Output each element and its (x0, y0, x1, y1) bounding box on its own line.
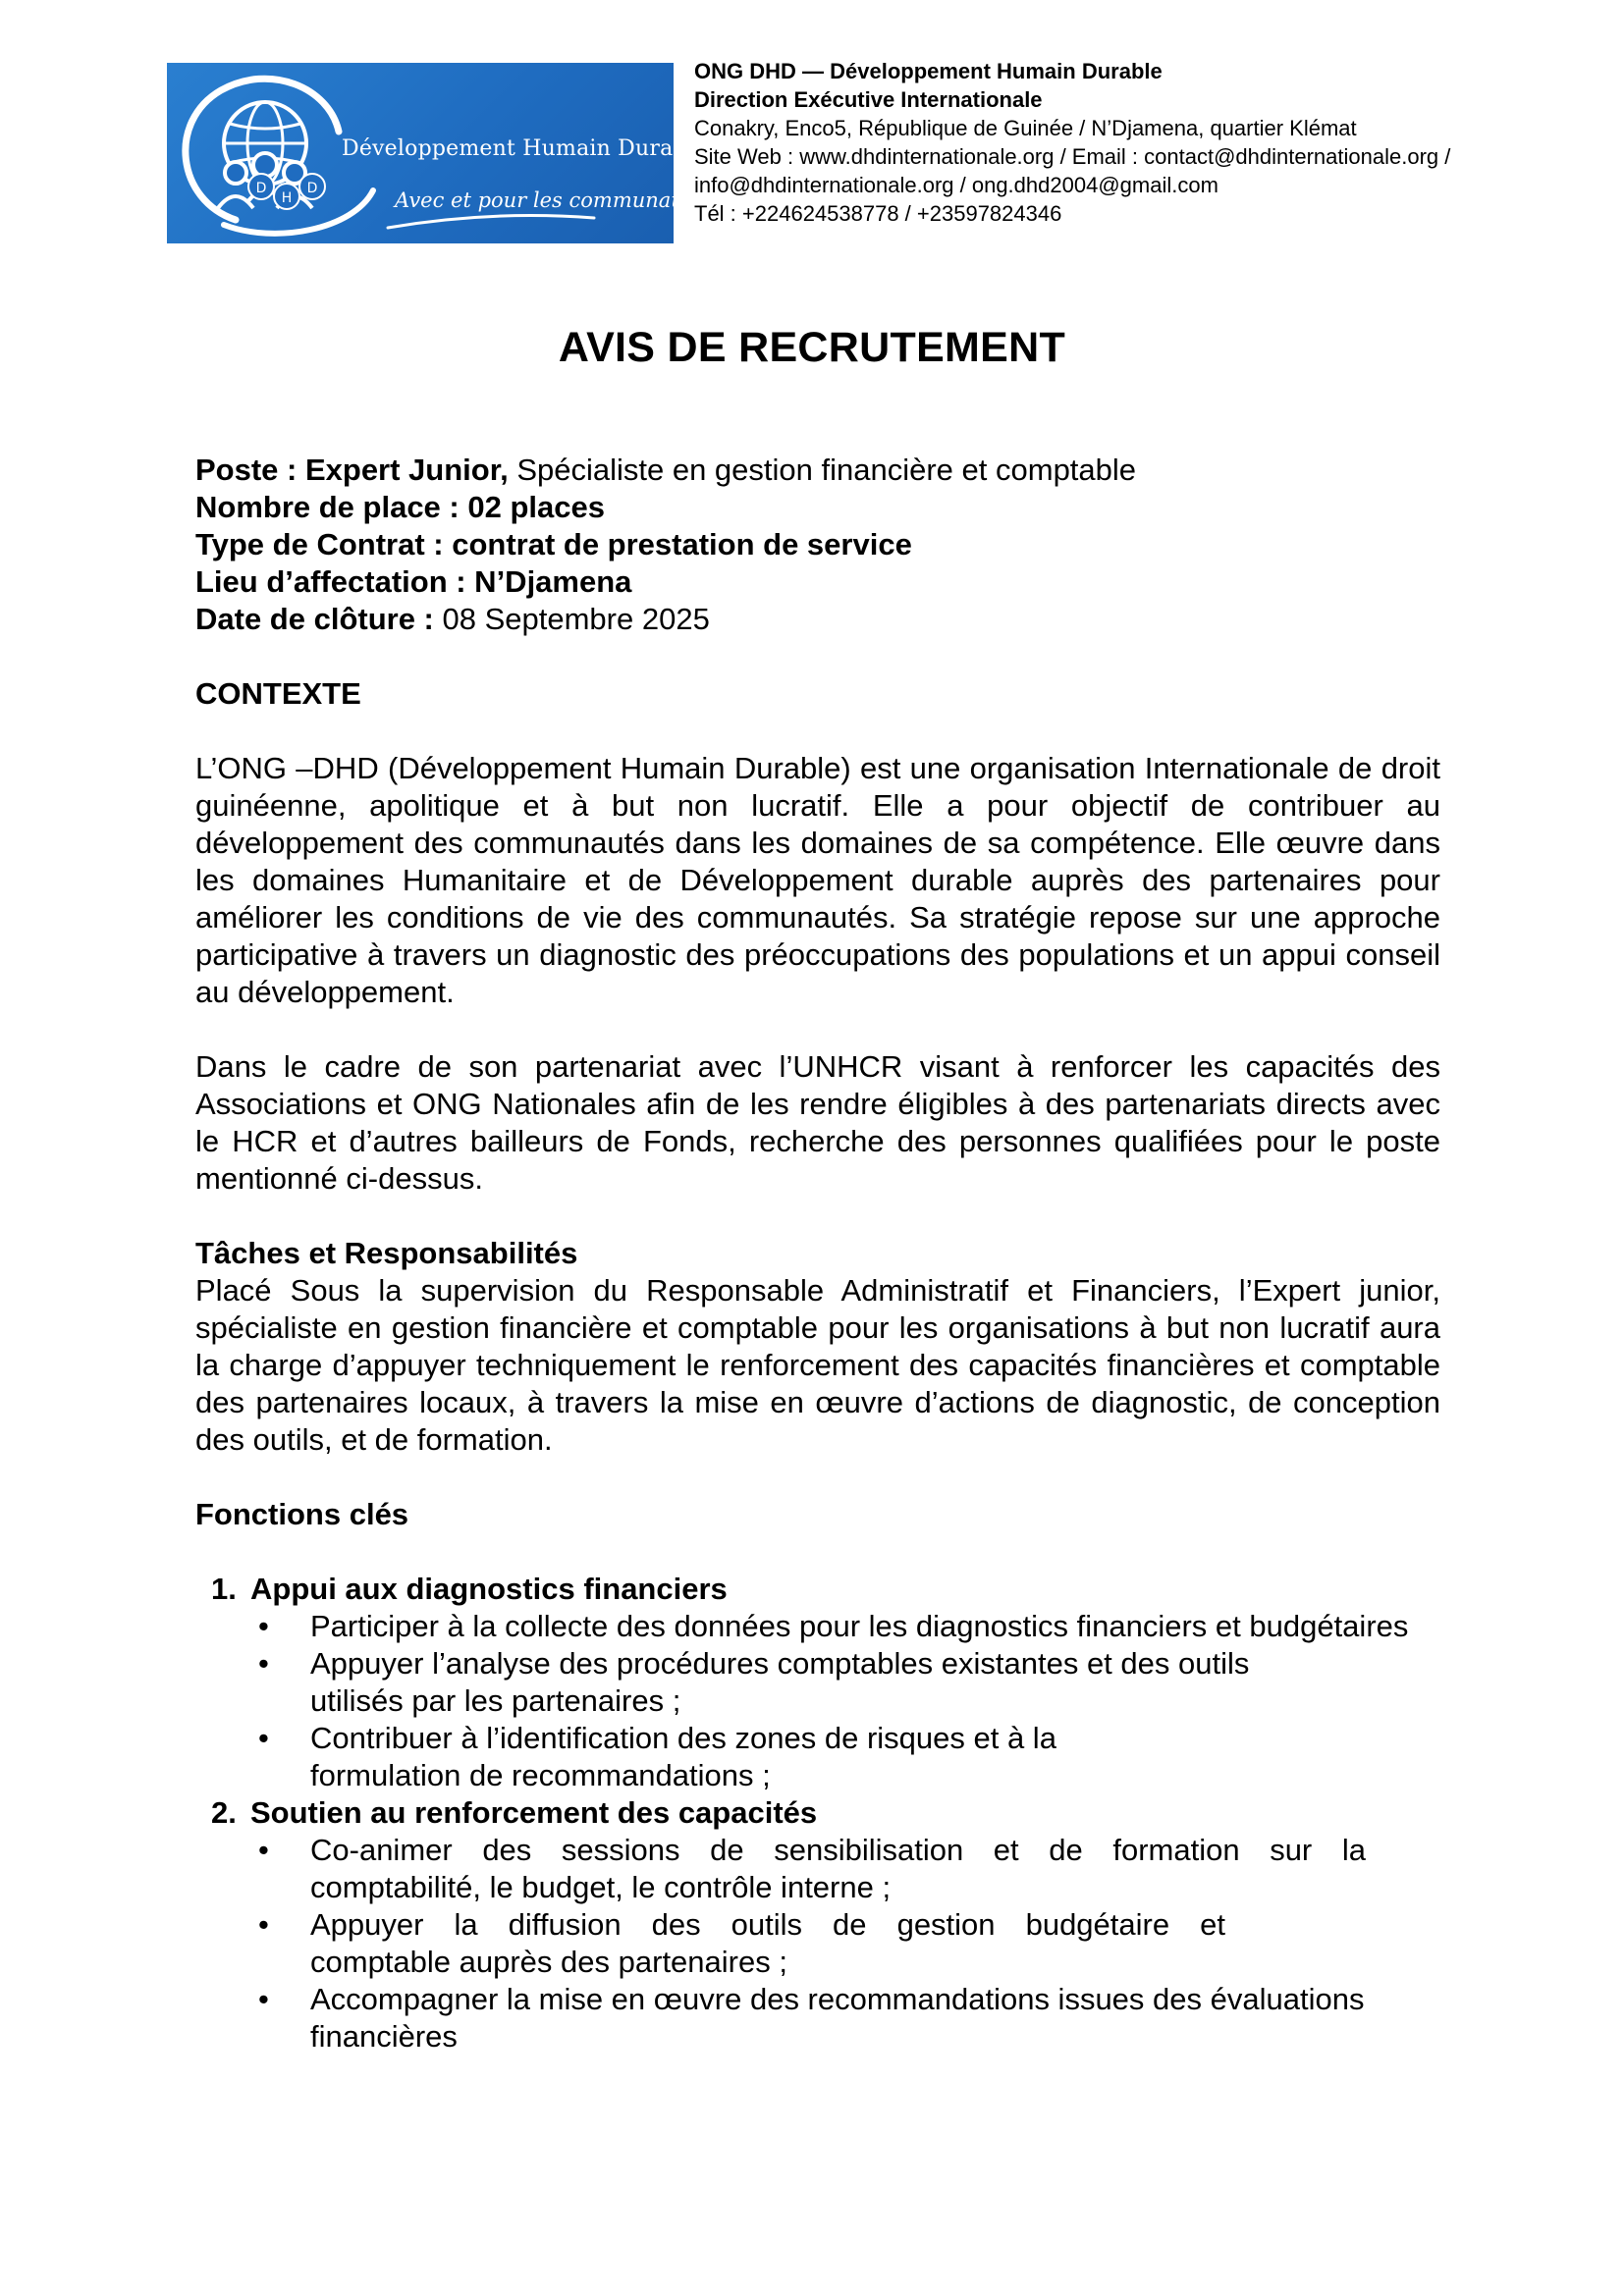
svg-text:D: D (255, 181, 267, 196)
list-item (195, 1832, 1366, 1906)
org-phone: Tél : +224624538778 / +23597824346 (694, 201, 1062, 226)
org-website-email: Site Web : www.dhdinternationale.org / Email : contact@dhdinternationale.org / (694, 144, 1451, 169)
function-number: 2. (211, 1795, 237, 1830)
list-item (195, 1906, 1225, 1981)
bullet-glyph: • (258, 1646, 269, 1681)
function-number: 1. (211, 1572, 237, 1606)
post-line (195, 452, 1440, 489)
bullet-glyph: • (258, 1721, 269, 1755)
contract-line: Type de Contrat : contrat de prestation de service (195, 527, 912, 561)
list-item (195, 1645, 1440, 1720)
org-direction: Direction Exécutive Internationale (694, 87, 1043, 112)
list-item (195, 1720, 1440, 1794)
tasks-paragraph: Placé Sous la supervision du Responsable Administratif et Financiers, l’Expert junior, spécialiste en gestion financière et comptable pour les organisations à but non lucratif aura la charge d’appuyer techniquement le renforcement des capacités financières et comptable des partenaires locaux, à travers la mise en œuvre d’actions de diagnostic, de conception des outils, et de formation. (195, 1273, 1440, 1457)
closing-date-label: Date de clôture : (195, 602, 434, 636)
organization-contact-block (694, 57, 1578, 228)
list-item-text-cont: formulation de recommandations ; (310, 1758, 771, 1792)
document-title: AVIS DE RECRUTEMENT (558, 324, 1066, 371)
list-item-text: Co-animer des sessions de sensibilisation et de formation sur la (310, 1833, 1366, 1867)
svg-text:D: D (306, 181, 318, 196)
list-item-text: Contribuer à l’identification des zones de risques et à la (310, 1721, 1056, 1755)
post-value: Spécialiste en gestion financière et comptable (508, 453, 1137, 487)
closing-date-value: 08 Septembre 2025 (433, 602, 710, 636)
key-functions-heading: Fonctions clés (195, 1497, 409, 1531)
bullet-glyph: • (258, 1907, 269, 1942)
closing-date-line (195, 601, 1440, 638)
bullet-glyph: • (258, 1609, 269, 1643)
tasks-heading: Tâches et Responsabilités (195, 1236, 578, 1270)
list-item-text: Accompagner la mise en œuvre des recommandations issues des évaluations financières (310, 1982, 1365, 2054)
context-paragraph-1: L’ONG –DHD (Développement Humain Durable) est une organisation Internationale de droit guinéenne, apolitique et à but non lucratif. Elle a pour objectif de contribuer au développement des communautés dans les domaines de sa compétence. Elle œuvre dans les domaines Humanitaire et de Développement durable auprès des partenaires pour améliorer les conditions de vie des communautés. Sa stratégie repose sur une approche participative à travers un diagnostic des préoccupations des populations et un appui conseil au développement. (195, 751, 1440, 1009)
list-item-text-cont: comptable auprès des partenaires ; (310, 1945, 787, 1979)
org-name: ONG DHD — Développement Humain Durable (694, 59, 1163, 83)
context-heading: CONTEXTE (195, 676, 361, 711)
list-item-text: Appuyer la diffusion des outils de gestion budgétaire et (310, 1907, 1225, 1942)
function-title (195, 1571, 1440, 1608)
bullet-glyph: • (258, 1833, 269, 1867)
function-title-text: Soutien au renforcement des capacités (250, 1795, 818, 1830)
bullet-glyph: • (258, 1982, 269, 2016)
logo-name: Développement Humain Durable (342, 136, 708, 161)
document-body (195, 452, 1440, 2056)
logo-tagline: Avec et pour les communautés (395, 188, 716, 212)
organization-logo (167, 63, 716, 243)
svg-text:H: H (281, 190, 293, 206)
places-line: Nombre de place : 02 places (195, 490, 605, 524)
location-line: Lieu d’affectation : N’Djamena (195, 564, 632, 599)
list-item-text-cont: utilisés par les partenaires ; (310, 1683, 681, 1718)
list-item-text: Appuyer l’analyse des procédures comptables existantes et des outils (310, 1646, 1250, 1681)
function-title (195, 1794, 1440, 1832)
list-item-text-cont: comptabilité, le budget, le contrôle interne ; (310, 1870, 892, 1904)
context-paragraph-2: Dans le cadre de son partenariat avec l’UNHCR visant à renforcer les capacités des Associations et ONG Nationales afin de les rendre éligibles à des partenariats directs avec le HCR et d’autres bailleurs de Fonds, recherche des personnes qualifiées pour le poste mentionné ci-dessus. (195, 1049, 1440, 1196)
org-address: Conakry, Enco5, République de Guinée / N’Djamena, quartier Klémat (694, 116, 1357, 140)
list-item (195, 1981, 1440, 2056)
list-item (195, 1608, 1440, 1645)
function-title-text: Appui aux diagnostics financiers (250, 1572, 728, 1606)
org-emails: info@dhdinternationale.org / ong.dhd2004@gmail.com (694, 173, 1218, 197)
list-item-text: Participer à la collecte des données pour les diagnostics financiers et budgétaires (310, 1609, 1409, 1643)
post-label: Poste : Expert Junior, (195, 453, 509, 487)
